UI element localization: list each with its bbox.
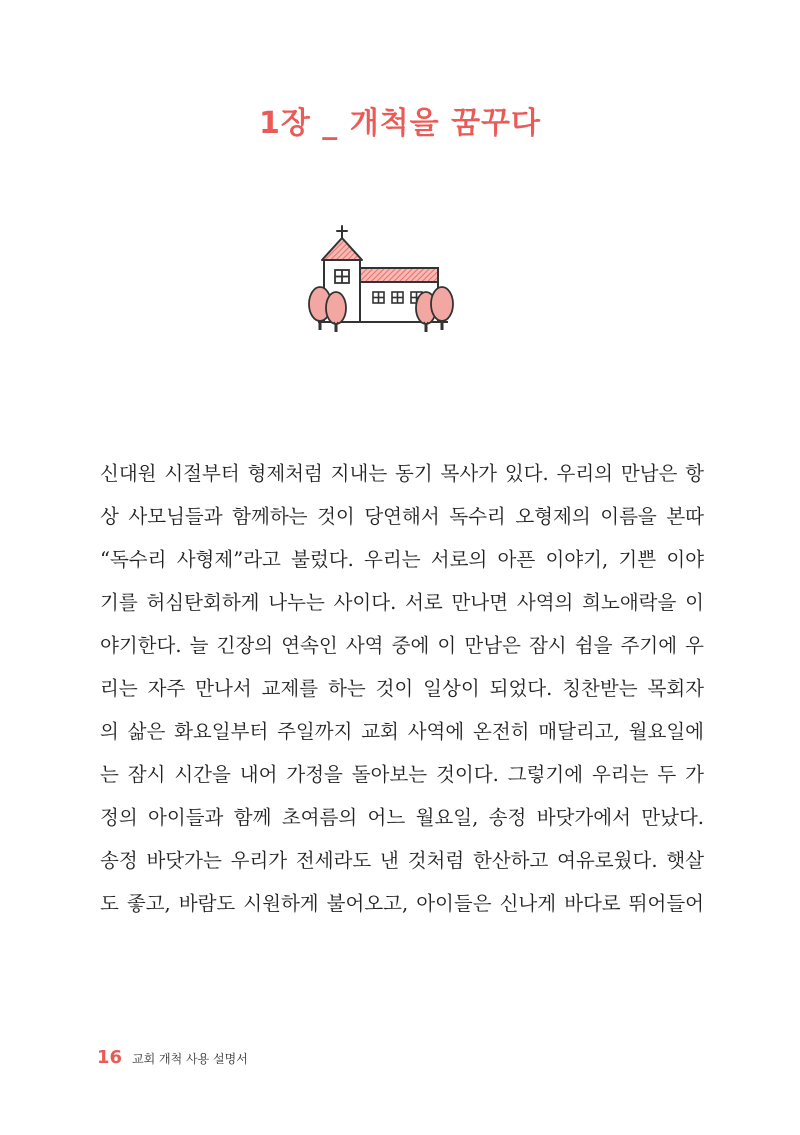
text-line: 의 삶은 화요일부터 주일까지 교회 사역에 온전히 매달리고, 월요일에 — [100, 720, 704, 743]
chapter-title: 1장 _ 개척을 꿈꾸다 — [258, 106, 542, 141]
text-line: 기를 허심탄회하게 나누는 사이다. 서로 만나면 사역의 희노애락을 이 — [100, 591, 704, 614]
tower-window — [335, 270, 349, 283]
text-line: 는 잠시 시간을 내어 가정을 돌아보는 것이다. 그렇기에 우리는 두 가 — [100, 763, 704, 786]
text-line: 신대원 시절부터 형제처럼 지내는 동기 목사가 있다. 우리의 만남은 항 — [100, 462, 704, 485]
page-footer — [97, 1047, 248, 1073]
text-line: 리는 자주 만나서 교제를 하는 것이 일상이 되었다. 칭찬받는 목회자 — [100, 677, 704, 700]
text-line: “독수리 사형제”라고 불렀다. 우리는 서로의 아픈 이야기, 기쁜 이야 — [100, 548, 704, 571]
page-number: 16 — [97, 1047, 123, 1068]
text-line: 송정 바닷가는 우리가 전세라도 낸 것처럼 한산하고 여유로웠다. 햇살 — [100, 849, 704, 872]
text-line: 야기한다. 늘 긴장의 연속인 사역 중에 이 만남은 잠시 쉼을 주기에 우 — [100, 634, 704, 657]
text-line: 도 좋고, 바람도 시원하게 불어오고, 아이들은 신나게 바다로 뛰어들어 — [100, 892, 704, 915]
main-roof — [360, 268, 438, 282]
hall-windows — [373, 292, 422, 303]
steeple-roof — [322, 238, 362, 260]
text-line: 상 사모님들과 함께하는 것이 당연해서 독수리 오형제의 이름을 본따 — [100, 505, 704, 528]
body-text — [100, 452, 704, 925]
church-icon — [300, 222, 460, 338]
text-line: 정의 아이들과 함께 초여름의 어느 월요일, 송정 바닷가에서 만났다. — [100, 806, 704, 829]
running-title: 교회 개척 사용 설명서 — [132, 1052, 248, 1066]
tree-icon — [309, 287, 346, 332]
tree-icon — [416, 287, 453, 332]
